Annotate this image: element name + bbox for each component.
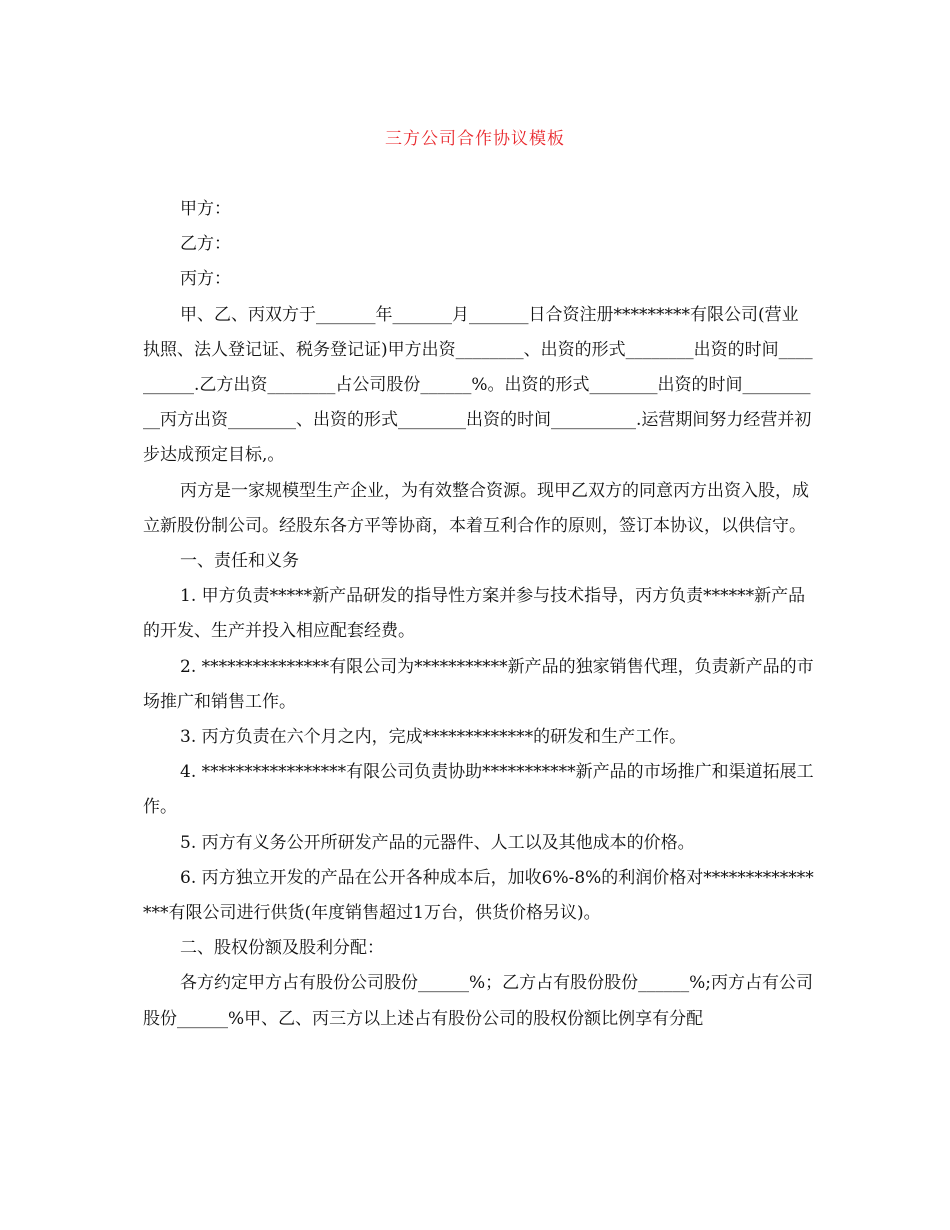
background-paragraph: 丙方是一家规模型生产企业，为有效整合资源。现甲乙双方的同意丙方出资入股，成立新股份制公司。经股东各方平等协商，本着互利合作的原则，签订本协议，以供信守。 bbox=[143, 480, 809, 536]
section-heading-equity: 二、股权份额及股利分配： bbox=[180, 938, 384, 959]
party-c-label: 丙方： bbox=[180, 269, 231, 290]
clause-3: 3. 丙方负责在六个月之内，完成*************的研发和生产工作。 bbox=[180, 727, 687, 748]
clause-4: 4. *****************有限公司负责协助***********新产品的市场推广和渠道拓展工作。 bbox=[143, 762, 814, 818]
section-heading-duties: 一、责任和义务 bbox=[180, 551, 299, 572]
party-b-label: 乙方： bbox=[180, 234, 231, 255]
capital-paragraph: 甲、乙、丙双方于_______年_______月_______日合资注册*********有限公司(营业执照、法人登记证、税务登记证)甲方出资________、出资的形式________出资的时间__________.乙方出资________占公司股份______%。出资的形式________出资的时间__________丙方出资________、出资的形式________出资的时间__________.运营期间努力经营并初步达成预定目标,。 bbox=[143, 304, 813, 466]
clause-5: 5. 丙方有义务公开所研发产品的元器件、人工以及其他成本的价格。 bbox=[180, 832, 695, 853]
clause-6: 6. 丙方独立开发的产品在公开各种成本后，加收6%-8%的利润价格对****************有限公司进行供货(年度销售超过1万台，供货价格另议)。 bbox=[143, 867, 814, 924]
document-body bbox=[143, 192, 815, 1037]
document-title: 三方公司合作协议模板 bbox=[385, 129, 565, 149]
clause-2: 2. ***************有限公司为***********新产品的独家销售代理，负责新产品的市场推广和销售工作。 bbox=[143, 656, 814, 712]
party-a-label: 甲方： bbox=[180, 199, 231, 219]
equity-paragraph: 各方约定甲方占有股份公司股份______%；乙方占有股份股份______%;丙方占有公司股份______%甲、乙、丙三方以上述占有股份公司的股权份额比例享有分配 bbox=[143, 973, 814, 1029]
clause-1: 1. 甲方负责*****新产品研发的指导性方案并参与技术指导，丙方负责******新产品的开发、生产并投入相应配套经费。 bbox=[143, 586, 806, 642]
